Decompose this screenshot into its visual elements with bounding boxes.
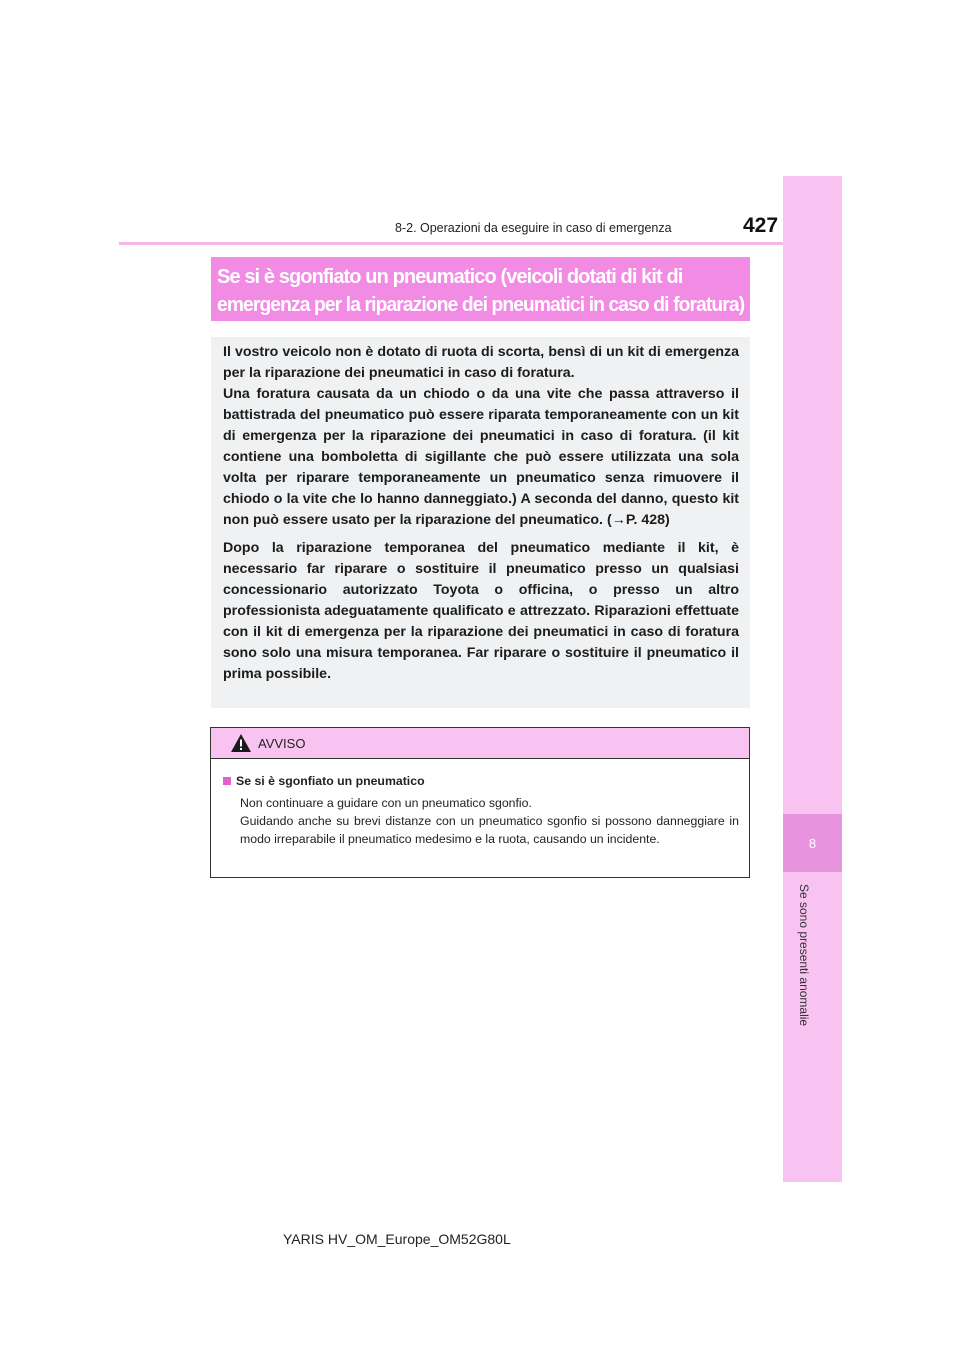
warning-item-title-text: Se si è sgonfiato un pneumatico (236, 774, 425, 788)
section-title-line-2: emergenza per la riparazione dei pneumatici in caso di foratura) (217, 294, 745, 316)
intro-panel (211, 337, 750, 708)
warning-header (211, 728, 749, 759)
page-number: 427 (743, 214, 779, 237)
intro-paragraph-2: Una foratura causata da un chiodo o da una vite che passa attraverso il battistrada del pneumatico può essere riparata temporaneamente con un kit di emergenza per la riparazione dei pneumatici in caso di foratura. (il kit contiene una bomboletta di sigillante che può essere utilizzata una sola volta per riparare temporaneamente un pneumatico senza rimuovere il chiodo o la vite che lo hanno danneggiato.) A seconda del danno, questo kit non può essere usato per la riparazione del pneumatico. (→P. 428) (223, 386, 739, 528)
warning-label: AVVISO (258, 735, 306, 751)
header-rule (119, 242, 783, 245)
warning-triangle-icon (230, 733, 252, 753)
footer-code: YARIS HV_OM_Europe_OM52G80L (283, 1231, 511, 1247)
warning-body (211, 759, 749, 848)
section-label: 8-2. Operazioni da eseguire in caso di emergenza (395, 221, 672, 235)
warning-box (210, 727, 750, 878)
warning-text-line-2: Guidando anche su brevi distanze con un pneumatico sgonfio si possono danneggiare in modo irreparabile il pneumatico medesimo e la ruota, causando un incidente. (240, 814, 739, 846)
intro-paragraph-1: Il vostro veicolo non è dotato di ruota di scorta, bensì di un kit di emergenza per la riparazione dei pneumatici in caso di foratura. (223, 344, 739, 381)
warning-text-line-1: Non continuare a guidare con un pneumatico sgonfio. (240, 796, 532, 810)
section-title-line-1: Se si è sgonfiato un pneumatico (veicoli dotati di kit di (217, 266, 683, 288)
intro-paragraph-3: Dopo la riparazione temporanea del pneumatico mediante il kit, è necessario far riparare o sostituire il pneumatico presso un qualsiasi concessionario autorizzato Toyota o officina, o presso un altro professionista adeguatamente qualificato e attrezzato. Riparazioni effettuate con il kit di emergenza per la riparazione dei pneumatici in caso di foratura sono solo una misura temporanea. Far riparare o sostituire il pneumatico il prima possibile. (223, 540, 739, 682)
chapter-label: Se sono presenti anomalie (797, 884, 811, 1027)
warning-item-title (223, 772, 739, 790)
square-bullet-icon (223, 777, 231, 785)
chapter-number: 8 (783, 814, 842, 872)
section-title (211, 257, 750, 321)
